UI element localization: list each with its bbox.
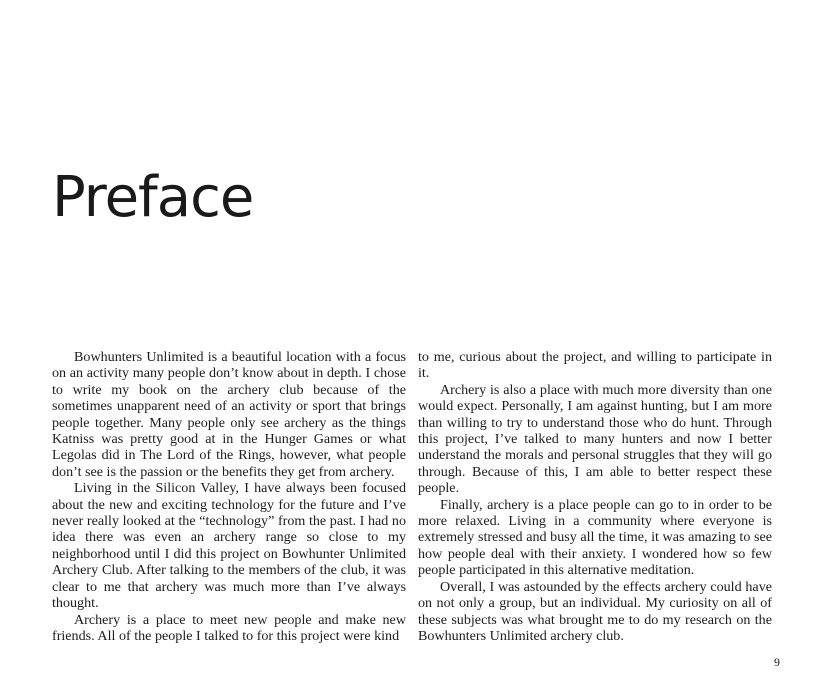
right-text-column <box>418 349 772 644</box>
paragraph: Archery is also a place with much more diversity than one would expect. Personally, I am against hunting, but I am more than willing to try to understand those who do hunt. Through this project, I’ve talked to many hunters and now I better understand the morals and personal struggles that they will go through. Because of this, I am able to better respect these people. <box>418 381 772 497</box>
paragraph: Finally, archery is a place people can go to in order to be more relaxed. Living in a community where everyone is extremely stressed and busy all the time, it was amazing to see how people deal with their anxiety. I wondered how so few people participated in this alternative meditation. <box>418 496 772 579</box>
paragraph-continuation: to me, curious about the project, and willing to participate in it. <box>418 349 772 382</box>
paragraph: Bowhunters Unlimited is a beautiful location with a focus on an activity many people don’t know about in depth. I chose to write my book on the archery club because of the sometimes unapparent need of an activity or sport that brings people together. Many people only see archery as the things Katniss was pretty good at in the Hunger Games or what Legolas did in The Lord of the Rings, however, what people don’t see is the passion or the benefits they get from archery. <box>52 349 406 480</box>
page-title: Preface <box>52 165 254 230</box>
paragraph: Living in the Silicon Valley, I have always been focused about the new and exciting technology for the future and I’ve never really looked at the “technology” from the past. I had no idea there was even an archery range so close to my neighborhood until I did this project on Bowhunter Unlimited Archery Club. After talking to the members of the club, it was clear to me that archery was much more than I’ve always thought. <box>52 480 406 612</box>
page-number: 9 <box>774 655 780 669</box>
paragraph: Archery is a place to meet new people and make new friends. All of the people I talked to for this project were kind <box>52 611 406 644</box>
paragraph: Overall, I was astounded by the effects archery could have on not only a group, but an individual. My curiosity on all of these subjects was what brought me to do my research on the Bowhunters Unlimited archery club. <box>418 578 772 644</box>
left-text-column <box>52 349 406 644</box>
